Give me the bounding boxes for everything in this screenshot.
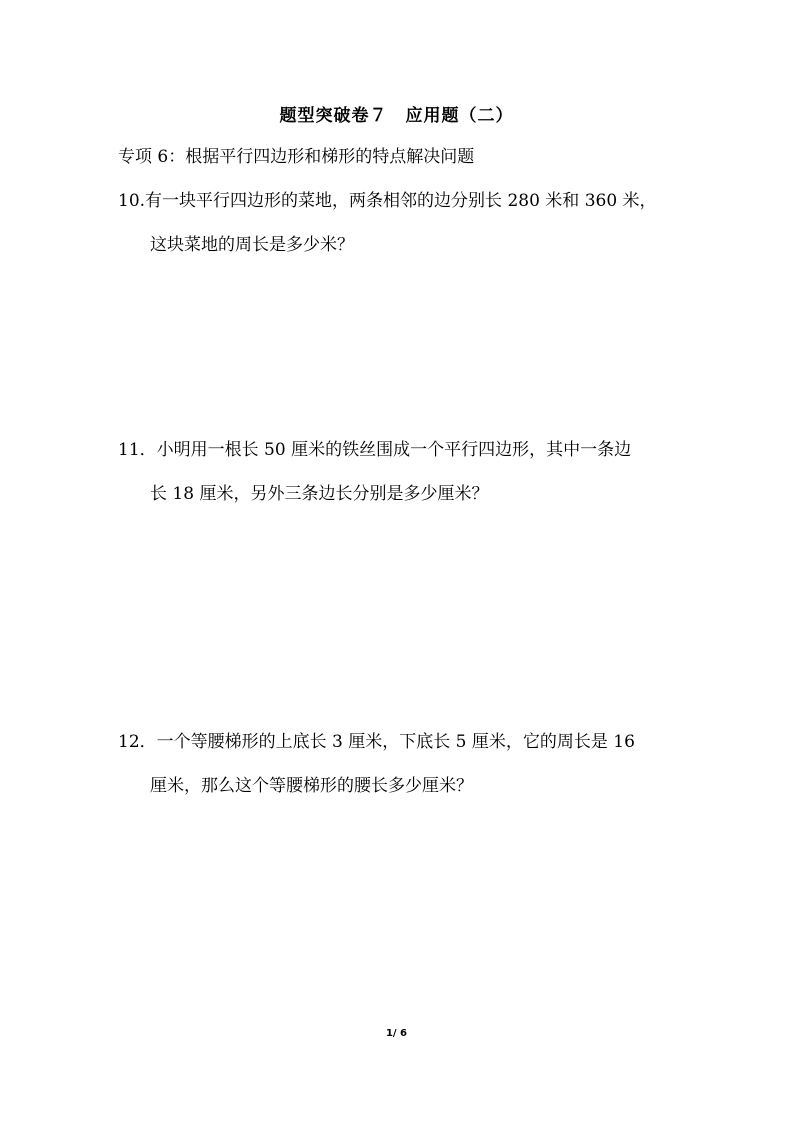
page-number: 1/ 6 bbox=[385, 1028, 408, 1039]
question-12-line-2: 厘米，那么这个等腰梯形的腰长多少厘米？ bbox=[150, 776, 473, 796]
question-11-line-1: 11．小明用一根长 50 厘米的铁丝围成一个平行四边形，其中一条边 bbox=[118, 440, 632, 460]
question-12 bbox=[118, 730, 678, 798]
question-10-line-1: 10.有一块平行四边形的菜地，两条相邻的边分别长 280 米和 360 米， bbox=[118, 191, 657, 211]
question-10 bbox=[118, 189, 678, 257]
page-title: 题型突破卷７ 应用题（二） bbox=[279, 106, 514, 126]
section-heading: 专项 6：根据平行四边形和梯形的特点解决问题 bbox=[118, 147, 475, 167]
question-12-line-1: 12．一个等腰梯形的上底长 3 厘米，下底长 5 厘米，它的周长是 16 bbox=[118, 732, 635, 752]
question-11 bbox=[118, 438, 678, 506]
question-11-line-2: 长 18 厘米，另外三条边长分别是多少厘米？ bbox=[150, 484, 489, 504]
question-10-line-2: 这块菜地的周长是多少米？ bbox=[150, 235, 354, 255]
